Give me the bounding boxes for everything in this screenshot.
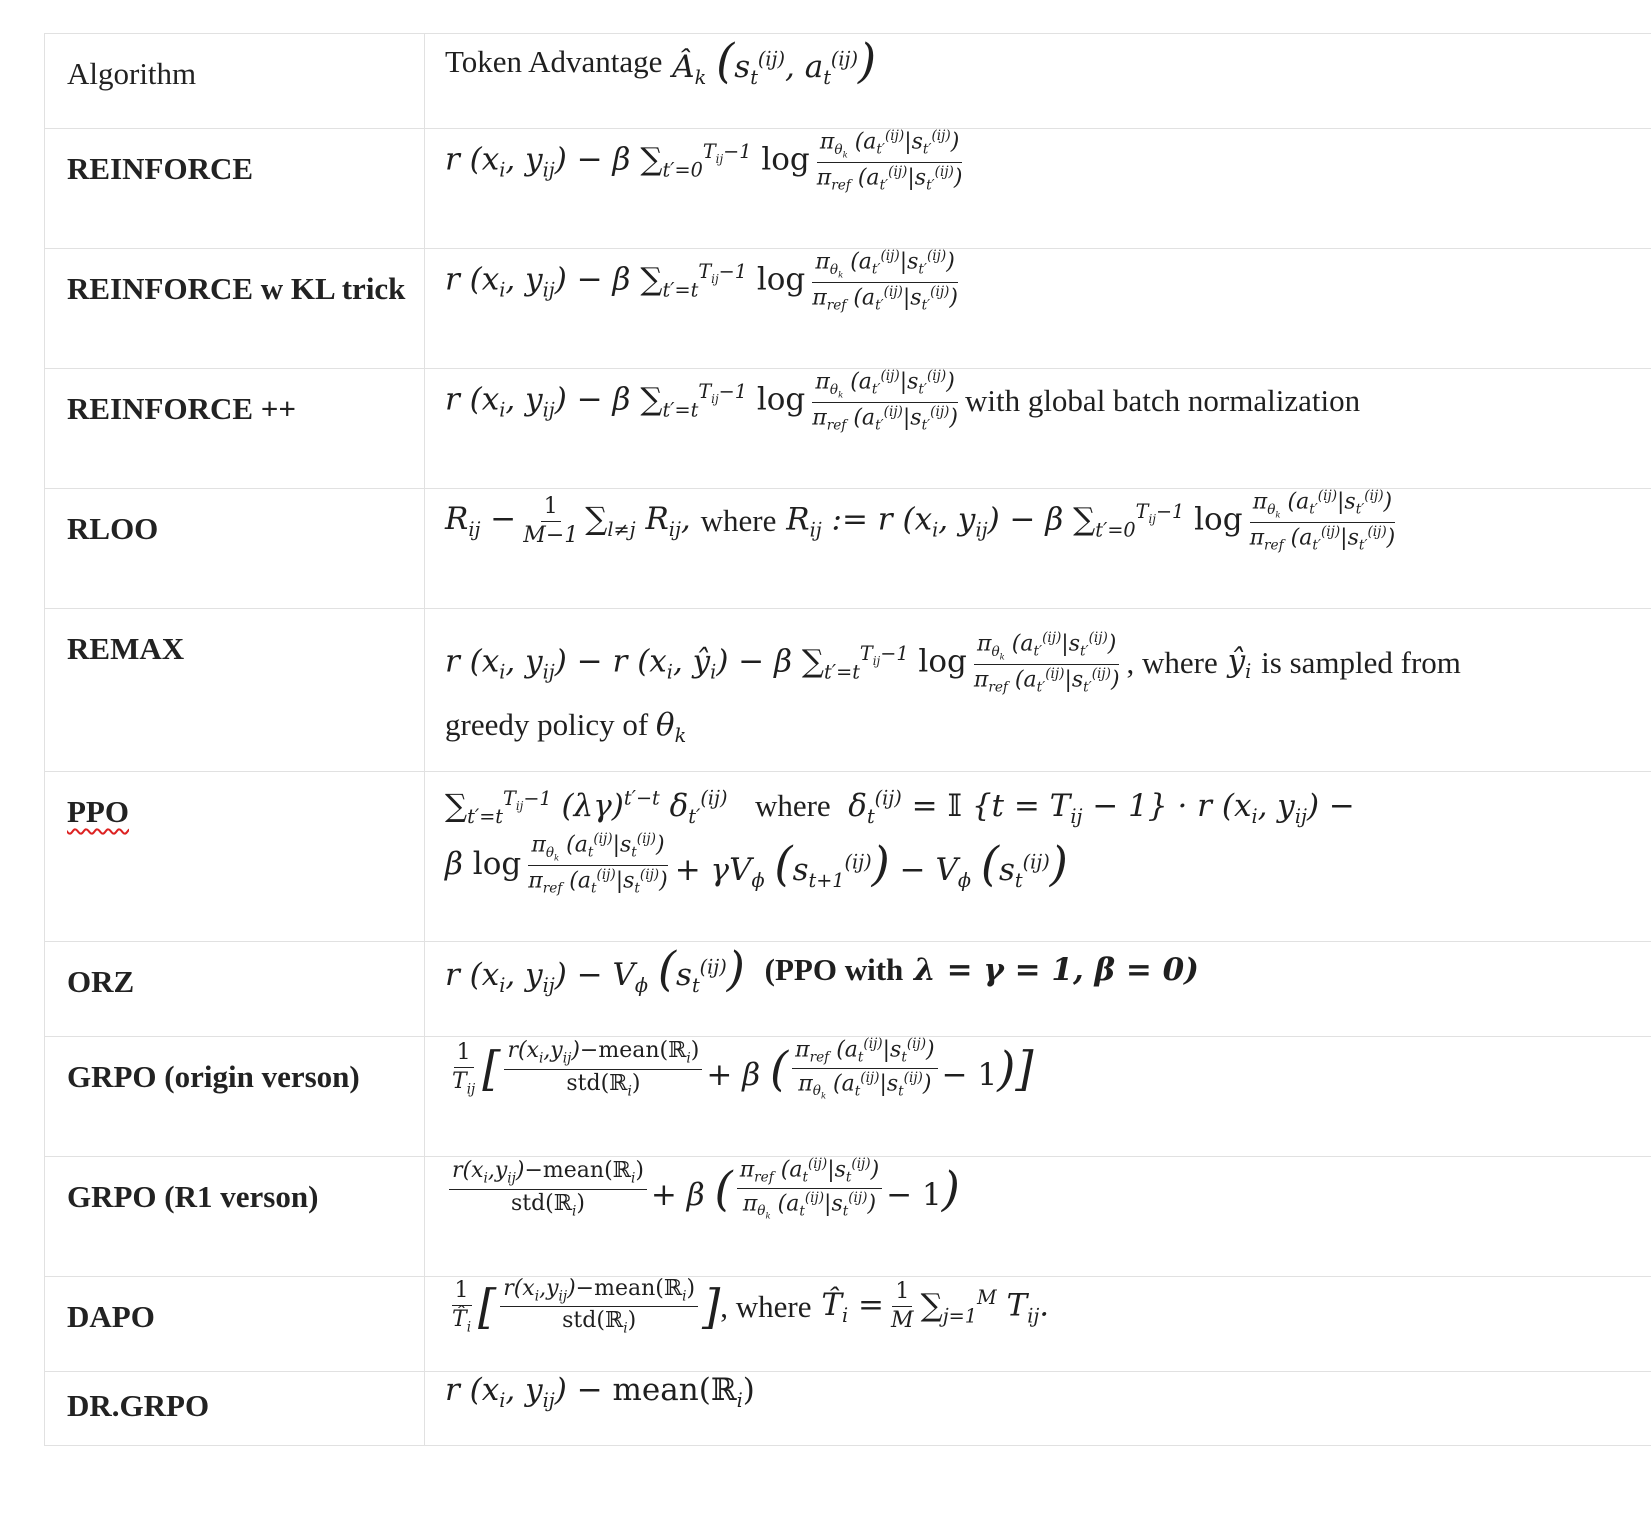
algorithm-name: REINFORCE: [67, 151, 254, 186]
algorithm-table: [44, 33, 1651, 1446]
advantage-formula: $\frac{1}{T̂_i}$ [ $\frac{r(x_i,y_{ij})-mean(ℝ_i)}{std(ℝ_i)}$ ] , where $T̂_i$ = $\frac{1}{M}$ $\sum_{j=1}^M$ $T_{ij}$.: [452, 1276, 1050, 1337]
table-row: [45, 489, 1651, 609]
algorithm-name: ORZ: [67, 964, 135, 999]
table-row: [45, 1037, 1651, 1157]
table-row: [45, 1277, 1651, 1372]
table-row: [45, 249, 1651, 369]
advantage-formula: $\frac{r(x_i,y_{ij})-mean(ℝ_i)}{std(ℝ_i)}$ + β ( $\frac{\pi_{ref} (a_t^{(ij)}|s_t^{(ij)})}{\pi_{\theta_k} (a_t^{(ij)}|s_t^{(ij)})}$ − 1): [425, 1157, 1651, 1221]
advantage-formula: $\sum_{t'=t}^{T_{ij}-1}$ $(\lambda\gamma)^{t'-t}$ $\delta_{t'}^{(ij)}$ where $\delta_t^{(ij)}$ = 𝕀 $\{t = T_{ij} - 1\} \cdot r$ ($x_i$, $y_{ij}$) − β log $\frac{\pi_{\theta_k} (a_t^{(ij)}|s_t^{(ij)})}{\pi_{ref} (a_t^{(ij)}|s_t^{(ij)})}$ + $\gamma V_\phi$ $(s_{t+1}^{(ij)}) - V_\phi$ $(s_t^{(ij)})$: [445, 786, 1355, 897]
table-row: [45, 772, 1651, 942]
algorithm-name: REMAX: [67, 631, 185, 666]
algorithm-name: RLOO: [67, 511, 159, 546]
table-header-row: [45, 34, 1651, 129]
where-label: where: [754, 788, 831, 823]
algorithm-name: DR.GRPO: [67, 1388, 210, 1423]
algorithm-name: GRPO (origin verson): [67, 1059, 360, 1094]
table-row: [45, 369, 1651, 489]
where-label: , where: [1126, 645, 1218, 681]
formula-note: (PPO with: [764, 951, 904, 987]
where-label: where: [700, 503, 777, 539]
algorithm-name: PPO: [67, 794, 129, 829]
advantage-header: [425, 34, 1651, 89]
formula-suffix-2: greedy policy of: [445, 707, 649, 743]
algorithm-name: REINFORCE ++: [67, 391, 297, 426]
formula-suffix: with global batch normalization: [964, 383, 1361, 419]
advantage-formula: r ($x_i$, $y_{ij}) - r$ ($x_i$, $ŷ_i) - \beta$ $\sum_{t'=t}^{T_{ij}-1}$ log $\frac{\pi_{\theta_k} (a_{t'}^{(ij)}|s_{t'}^{(ij)})}{\pi_{ref} (a_{t'}^{(ij)}|s_{t'}^{(ij)})}$ , where $ŷ_i$ is sampled from greedy policy of $\theta_k$: [445, 630, 1461, 748]
table-row: [45, 1157, 1651, 1277]
algorithm-name: DAPO: [67, 1299, 155, 1334]
algorithm-header: Algorithm: [67, 56, 197, 91]
table-row: [45, 1372, 1651, 1446]
advantage-formula: $\frac{1}{T_{ij}}$ [ $\frac{r(x_i,y_{ij})-mean(ℝ_i)}{std(ℝ_i)}$ + β ( $\frac{\pi_{ref} (a_t^{(ij)}|s_t^{(ij)})}{\pi_{\theta_k} (a_t^{(ij)}|s_t^{(ij)})}$ − 1)]: [452, 1036, 1034, 1102]
advantage-formula: r ($x_i$, $y_{ij}) - \beta$ $\sum_{t'=0}^{T_{ij}-1}$ log $\frac{\pi_{\theta_k} (a_{t'}^{(ij)}|s_{t'}^{(ij)})}{\pi_{ref} (a_{t'}^{(ij)}|s_{t'}^{(ij)})}$: [445, 128, 963, 194]
table-row: [45, 942, 1651, 1037]
where-label: , where: [720, 1288, 812, 1324]
advantage-formula: r ($x_i$, $y_{ij}) - V_\phi$ $(s_t^{(ij)})$ (PPO with λ = γ = 1, β = 0): [445, 942, 1199, 998]
table-row: [45, 609, 1651, 772]
advantage-formula: r ($x_i$, $y_{ij}$) − mean(ℝ$_i$): [445, 1372, 755, 1413]
advantage-header-label: Token Advantage: [445, 43, 663, 79]
advantage-header-formula: $Â_k$ ($s_t^{(ij)}$, $a_t^{(ij)}$): [662, 34, 877, 90]
advantage-formula: r ($x_i$, $y_{ij}) - \beta$ $\sum_{t'=t}^{T_{ij}-1}$ log $\frac{\pi_{\theta_k} (a_{t'}^{(ij)}|s_{t'}^{(ij)})}{\pi_{ref} (a_{t'}^{(ij)}|s_{t'}^{(ij)})}$ with global batch normalization: [445, 368, 1361, 434]
algorithm-name: REINFORCE w KL trick: [67, 271, 406, 306]
advantage-formula: r ($x_i$, $y_{ij}) - \beta$ $\sum_{t'=t}^{T_{ij}-1}$ log $\frac{\pi_{\theta_k} (a_{t'}^{(ij)}|s_{t'}^{(ij)})}{\pi_{ref} (a_{t'}^{(ij)}|s_{t'}^{(ij)})}$: [445, 248, 958, 314]
algorithm-name: GRPO (R1 verson): [67, 1179, 319, 1214]
advantage-formula: $R_{ij}$ − $\frac{1}{M-1}$ $\sum_{l\ne j}$ $R_{ij}$, where $R_{ij}$ := r ($x_i$, $y_{ij}) - \beta$ $\sum_{t'=0}^{T_{ij}-1}$ log $\frac{\pi_{\theta_k} (a_{t'}^{(ij)}|s_{t'}^{(ij)})}{\pi_{ref} (a_{t'}^{(ij)}|s_{t'}^{(ij)})}$: [445, 488, 1396, 554]
table-row: [45, 129, 1651, 249]
formula-suffix: is sampled from: [1261, 645, 1461, 681]
